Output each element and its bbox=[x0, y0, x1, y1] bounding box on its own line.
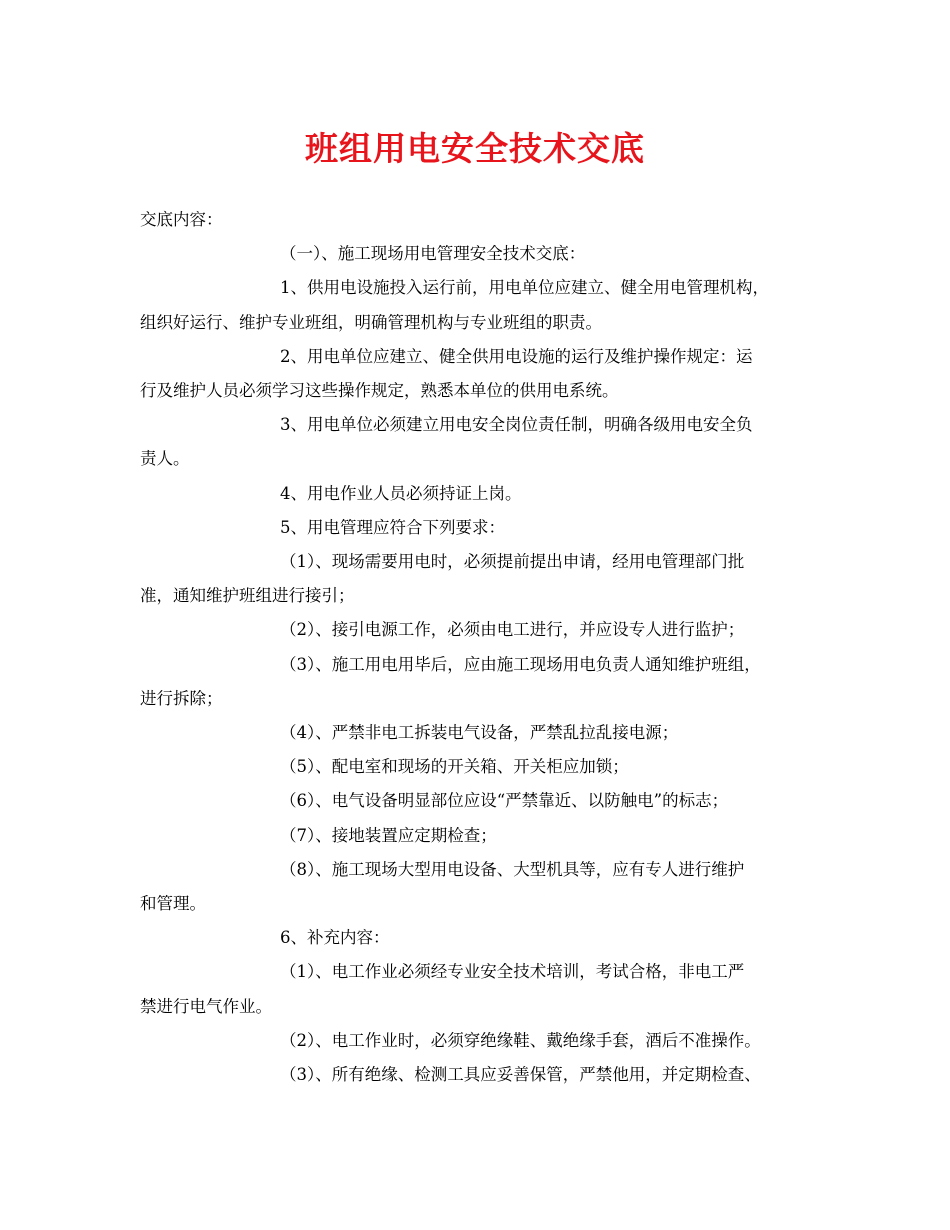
body-line: 1、供用电设施投入运行前，用电单位应建立、健全用电管理机构， bbox=[280, 278, 769, 298]
document-title: 班组用电安全技术交底 bbox=[305, 129, 645, 168]
body-line: 进行拆除； bbox=[140, 688, 223, 708]
body-line: （1）、现场需要用电时，必须提前提出申请，经用电管理部门批 bbox=[280, 552, 745, 572]
body-line: （4）、严禁非电工拆装电气设备，严禁乱拉乱接电源； bbox=[280, 723, 679, 743]
body-line: （5）、配电室和现场的开关箱、开关柜应加锁； bbox=[280, 757, 629, 777]
body-line: 禁进行电气作业。 bbox=[140, 996, 272, 1016]
body-line: 2、用电单位应建立、健全供用电设施的运行及维护操作规定：运 bbox=[280, 346, 753, 366]
body-line: （1）、电工作业必须经专业安全技术培训，考试合格，非电工严 bbox=[280, 962, 745, 982]
body-line: （8）、施工现场大型用电设备、大型机具等，应有专人进行维护 bbox=[280, 859, 745, 879]
body-line: 行及维护人员必须学习这些操作规定，熟悉本单位的供用电系统。 bbox=[140, 381, 619, 401]
body-line: 交底内容： bbox=[140, 210, 223, 229]
document-body bbox=[140, 203, 808, 1092]
body-line: 组织好运行、维护专业班组，明确管理机构与专业班组的职责。 bbox=[140, 312, 602, 332]
body-line: 责人。 bbox=[140, 449, 190, 469]
body-line: （2）、电工作业时，必须穿绝缘鞋、戴绝缘手套，酒后不准操作。 bbox=[280, 1030, 761, 1050]
body-line: （2）、接引电源工作，必须由电工进行，并应设专人进行监护； bbox=[280, 620, 745, 640]
body-line: 3、用电单位必须建立用电安全岗位责任制，明确各级用电安全负 bbox=[280, 415, 753, 435]
body-line: 和管理。 bbox=[140, 894, 206, 914]
body-line: （7）、接地装置应定期检查； bbox=[280, 825, 497, 845]
body-line: 6、补充内容： bbox=[280, 928, 390, 948]
body-line: （3）、施工用电用毕后，应由施工现场用电负责人通知维护班组， bbox=[280, 654, 761, 674]
body-line: 准，通知维护班组进行接引； bbox=[140, 586, 355, 606]
body-line: （6）、电气设备明显部位应设“严禁靠近、以防触电”的标志； bbox=[280, 791, 729, 811]
body-line: 5、用电管理应符合下列要求： bbox=[280, 517, 505, 537]
body-line: （3）、所有绝缘、检测工具应妥善保管，严禁他用，并定期检查、 bbox=[280, 1065, 761, 1085]
body-line: 4、用电作业人员必须持证上岗。 bbox=[280, 483, 522, 503]
body-line: （一）、施工现场用电管理安全技术交底： bbox=[280, 244, 586, 264]
